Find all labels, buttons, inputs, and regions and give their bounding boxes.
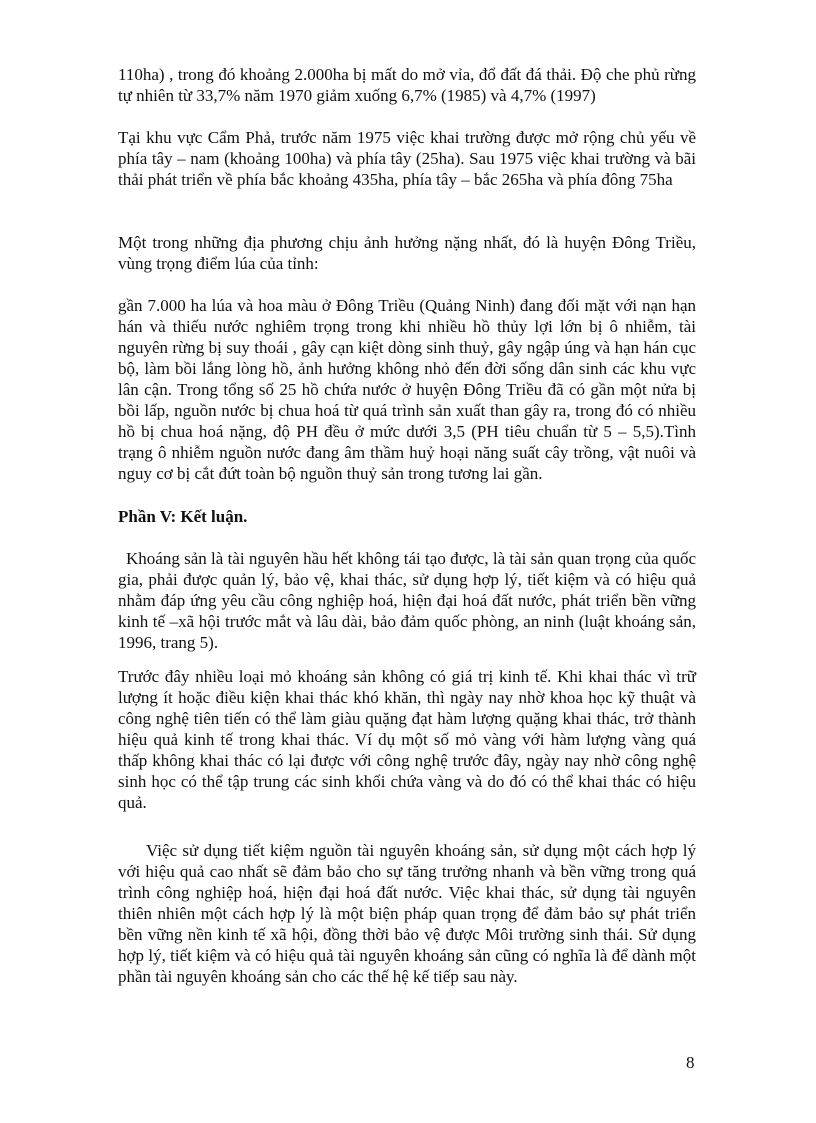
paragraph-text: 110ha) , trong đó khoảng 2.000ha bị mất do mở vỉa, đổ đất đá thải. Độ che phủ rừng tự nhiên từ 33,7% năm 1970 giảm xuống 6,7% (1985) và 4,7% (1997) [118,65,696,105]
paragraph-cam-pha [118,127,696,190]
paragraph-forest-loss [118,64,696,106]
paragraph-text: gần 7.000 ha lúa và hoa màu ở Đông Triều (Quảng Ninh) đang đối mặt với nạn hạn hán và thiếu nước nghiêm trọng trong khi nhiều hồ thủy lợi lớn bị ô nhiễm, tài nguyên rừng bị suy thoái , gây cạn kiệt dòng sinh thuỷ, gây ngập úng và hạn hán cục bộ, làm bồi lắng lòng hồ, ảnh hưởng không nhỏ đến đời sống dân sinh các khu vực lân cận. Trong tổng số 25 hồ chứa nước ở huyện Đông Triều đã có gần một nửa bị bồi lấp, nguồn nước bị chua hoá từ quá trình sản xuất than gây ra, trong đó có nhiều hồ bị chua hoá nặng, độ PH đều ở mức dưới 3,5 (PH tiêu chuẩn từ 5 – 5,5).Tình trạng ô nhiễm nguồn nước đang âm thầm huỷ hoại năng suất cây trồng, vật nuôi và nguy cơ bị cắt đứt toàn bộ nguồn thuỷ sản trong tương lai gần. [118,296,696,483]
paragraph-dong-trieu-intro [118,232,696,274]
heading-text: Phần V: Kết luận. [118,507,248,526]
paragraph-text: Một trong những địa phương chịu ảnh hưởng nặng nhất, đó là huyện Đông Triều, vùng trọng điểm lúa của tỉnh: [118,233,696,273]
paragraph-conclusion-1 [118,548,696,653]
paragraph-text: Trước đây nhiều loại mỏ khoáng sản không có giá trị kinh tế. Khi khai thác vì trữ lượng ít hoặc điều kiện khai thác khó khăn, thì ngày nay nhờ khoa học kỹ thuật và công nghệ tiên tiến có thể làm giàu quặng đạt hàm lượng quặng khai thác, trở thành hiệu quả kinh tế trong khai thác. Ví dụ một số mỏ vàng với hàm lượng vàng quá thấp không khai thác có lại được với công nghệ trước đây, ngày nay nhờ công nghệ sinh học có thể tập trung các sinh khối chứa vàng và do đó có thể khai thác có hiệu quả. [118,667,696,812]
paragraph-dong-trieu-detail [118,295,696,484]
section-heading [118,506,696,527]
paragraph-text: Tại khu vực Cẩm Phả, trước năm 1975 việc khai trường được mở rộng chủ yếu về phía tây – nam (khoảng 100ha) và phía tây (25ha). Sau 1975 việc khai trường và bãi thải phát triển về phía bắc khoảng 435ha, phía tây – bắc 265ha và phía đông 75ha [118,128,696,189]
paragraph-text: Việc sử dụng tiết kiệm nguồn tài nguyên khoáng sản, sử dụng một cách hợp lý với hiệu quả cao nhất sẽ đảm bảo cho sự tăng trưởng nhanh và bền vững trong quá trình công nghiệp hoá, hiện đại hoá đất nước. Việc khai thác, sử dụng tài nguyên thiên nhiên một cách hợp lý là một biện pháp quan trọng để đảm bảo sự phát triển bền vững nền kinh tế xã hội, đồng thời bảo vệ được Môi trường sinh thái. Sử dụng hợp lý, tiết kiệm và có hiệu quả tài nguyên khoáng sản cũng có nghĩa là để dành một phần tài nguyên khoáng sản cho các thế hệ kế tiếp sau này. [118,841,696,986]
paragraph-conclusion-3 [118,840,696,987]
page-number: 8 [686,1053,695,1072]
paragraph-text: Khoáng sản là tài nguyên hầu hết không tái tạo được, là tài sản quan trọng của quốc gia, phải được quản lý, bảo vệ, khai thác, sử dụng hợp lý, tiết kiệm và có hiệu quả nhằm đáp ứng yêu cầu công nghiệp hoá, hiện đại hoá đất nước, phát triển bền vững kinh tế –xã hội trước mắt và lâu dài, bảo đảm quốc phòng, an ninh (luật khoáng sản, 1996, trang 5). [118,549,696,652]
paragraph-conclusion-2 [118,666,696,813]
